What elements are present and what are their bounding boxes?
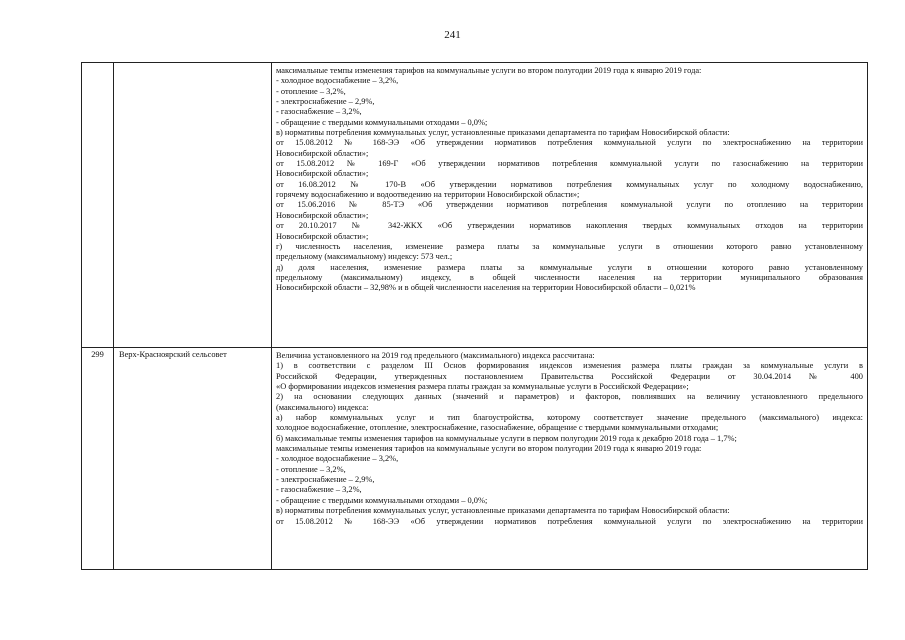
content-line: д) доля населения, изменение размера платы за коммунальные услуги в отношении которого равно установленному [276, 262, 863, 272]
municipality-name: Верх-Красноярский сельсовет [114, 348, 272, 570]
content-line: Новосибирской области»; [276, 231, 369, 241]
content-line: Новосибирской области – 32,98% и в общей численности населения на территории Новосибирской области – 0,021% [276, 283, 696, 293]
content-line: б) максимальные темпы изменения тарифов на коммунальные услуги в первом полугодии 2019 года к декабрю 2018 года – 1,7%; [276, 433, 737, 443]
content-line: - холодное водоснабжение – 3,2%, [276, 76, 399, 86]
row-number: 299 [82, 348, 114, 570]
table-row [82, 348, 868, 570]
content-line: (максимального) индекса: [276, 402, 369, 412]
content-line: г) численность населения, изменение размера платы за коммунальные услуги в отношении которого равно установленному [276, 241, 863, 251]
content-line: Российской Федерации, утвержденных постановлением Правительства Российской Федерации от 30.04.2014 № 400 [276, 371, 863, 381]
content-line: от 15.08.2012 № 168-ЭЭ «Об утверждении нормативов потребления коммунальной услуги по электроснабжению на территории [276, 516, 863, 526]
content-line: от 15.06.2016 № 85-ТЭ «Об утверждении нормативов потребления коммунальной услуги по отоплению на территории [276, 200, 863, 210]
content-line: а) набор коммунальных услуг и тип благоустройства, которому соответствует значение предельного (максимального) индекса: [276, 413, 863, 423]
row-number [82, 63, 114, 348]
content-line: - отопление – 3,2%, [276, 86, 346, 96]
content-line: - газоснабжение – 3,2%, [276, 485, 362, 495]
content-line: 2) на основании следующих данных (значений и параметров) и факторов, повлиявших на величину установленного предельного [276, 392, 863, 402]
content-line: предельному (максимальному) индексу: 573 чел.; [276, 252, 453, 262]
content-line: максимальные темпы изменения тарифов на коммунальные услуги во втором полугодии 2019 года к январю 2019 года: [276, 444, 702, 454]
row-content [272, 63, 868, 348]
content-line: Величина установленного на 2019 год предельного (максимального) индекса рассчитана: [276, 351, 595, 360]
content-line: горячему водоснабжению и водоотведению на территории Новосибирской области»; [276, 190, 580, 200]
content-line: от 20.10.2017 № 342-ЖКХ «Об утверждении нормативов накопления твердых коммунальных отходов на территории [276, 221, 863, 231]
content-line: холодное водоснабжение, отопление, электроснабжение, газоснабжение, обращение с твердыми коммунальными отходами; [276, 423, 719, 433]
content-line: Новосибирской области»; [276, 210, 369, 220]
content-line: - электроснабжение – 2,9%, [276, 97, 375, 107]
page-number: 241 [444, 29, 461, 41]
document-table [81, 62, 868, 570]
content-line: в) нормативы потребления коммунальных услуг, установленные приказами департамента по тарифам Новосибирской области: [276, 506, 730, 516]
content-line: - газоснабжение – 3,2%, [276, 107, 362, 117]
content-line: - обращение с твердыми коммунальными отходами – 0,0%; [276, 495, 488, 505]
content-line: в) нормативы потребления коммунальных услуг, установленные приказами департамента по тарифам Новосибирской области: [276, 128, 730, 138]
content-line: от 15.08.2012 № 168-ЭЭ «Об утверждении нормативов потребления коммунальной услуги по электроснабжению на территории [276, 138, 863, 148]
content-line: максимальные темпы изменения тарифов на коммунальные услуги во втором полугодии 2019 года к январю 2019 года: [276, 66, 702, 75]
content-line: Новосибирской области»; [276, 169, 369, 179]
content-line: - отопление – 3,2%, [276, 464, 346, 474]
content-line: «О формировании индексов изменения размера платы граждан за коммунальные услуги в Российской Федерации»; [276, 382, 689, 392]
content-line: от 16.08.2012 № 170-В «Об утверждении нормативов потребления коммунальных услуг по холодному водоснабжению, [276, 179, 863, 189]
content-line: от 15.08.2012 № 169-Г «Об утверждении нормативов потребления коммунальной услуги по газоснабжению на территории [276, 159, 863, 169]
content-line: Новосибирской области»; [276, 148, 369, 158]
row-content [272, 348, 868, 570]
content-line: - электроснабжение – 2,9%, [276, 475, 375, 485]
content-line: предельному (максимальному) индексу, в общей численности населения на территории муниципального образования [276, 272, 863, 282]
content-line: - холодное водоснабжение – 3,2%, [276, 454, 399, 464]
municipality-name [114, 63, 272, 348]
content-line: - обращение с твердыми коммунальными отходами – 0,0%; [276, 117, 488, 127]
table-row [82, 63, 868, 348]
content-line: 1) в соответствии с разделом III Основ формирования индексов изменения размера платы граждан за коммунальные услуги в [276, 361, 863, 371]
